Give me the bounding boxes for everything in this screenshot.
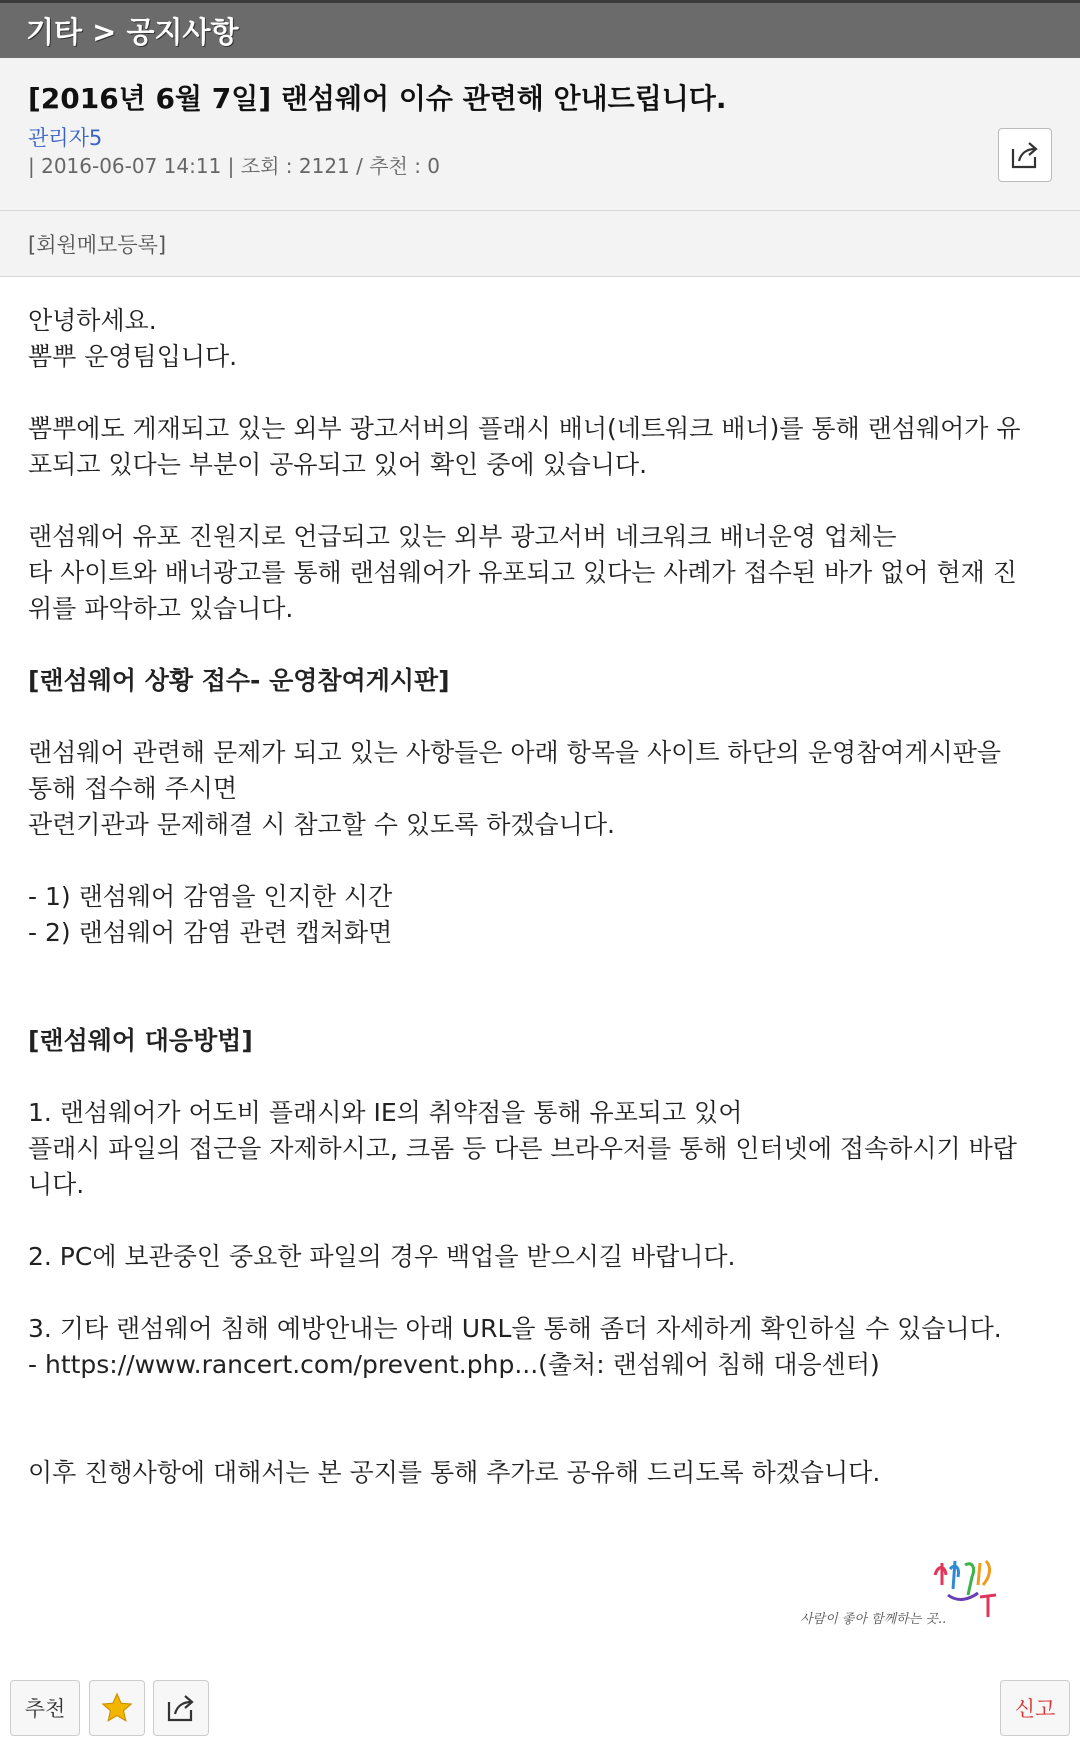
body-line: 2. PC에 보관중인 중요한 파일의 경우 백업을 받으시길 바랍니다.: [28, 1242, 736, 1271]
blank-line: [28, 951, 1052, 987]
body-line: 뽐뿌에도 게재되고 있는 외부 광고서버의 플래시 배너(네트워크 배너)를 통해 랜섬웨어가 유: [28, 414, 1021, 443]
blank-line: [28, 627, 1052, 663]
body-line: 위를 파악하고 있습니다.: [28, 594, 294, 623]
star-icon: [100, 1691, 134, 1725]
body-line: 안녕하세요.: [28, 306, 157, 335]
post-meta: | 2016-06-07 14:11 | 조회 : 2121 / 추천 : 0: [28, 154, 441, 178]
member-memo-link[interactable]: [회원메모등록]: [28, 232, 167, 257]
ppomppu-logo: [800, 1555, 1040, 1635]
blank-line: [28, 699, 1052, 735]
breadcrumb-bar: [0, 0, 1080, 58]
post-body: [0, 277, 1080, 1491]
blank-line: [28, 1059, 1052, 1095]
share-icon: [1009, 139, 1041, 171]
body-line: 포되고 있다는 부분이 공유되고 있어 확인 중에 있습니다.: [28, 450, 648, 479]
blank-line: [28, 843, 1052, 879]
body-line: 통해 접수해 주시면: [28, 774, 238, 803]
blank-line: [28, 1203, 1052, 1239]
body-line: - 2) 랜섬웨어 감염 관련 캡처화면: [28, 918, 393, 947]
post-author[interactable]: 관리자5: [28, 126, 103, 150]
favorite-button[interactable]: [89, 1680, 145, 1736]
share-icon: [165, 1692, 197, 1724]
body-line: - https://www.rancert.com/prevent.php...(출처: 랜섬웨어 침해 대응센터): [28, 1350, 880, 1379]
body-line: 타 사이트와 배너광고를 통해 랜섬웨어가 유포되고 있다는 사례가 접수된 바가 없어 현재 진: [28, 558, 1017, 587]
post-title: [2016년 6월 7일] 랜섬웨어 이슈 관련해 안내드립니다.: [28, 82, 727, 115]
section-heading: [랜섬웨어 상황 접수- 운영참여게시판]: [28, 666, 450, 695]
report-label: 신고: [1014, 1697, 1056, 1721]
body-line: 랜섬웨어 유포 진원지로 언급되고 있는 외부 광고서버 네크워크 배너운영 업체는: [28, 522, 897, 551]
blank-line: [28, 987, 1052, 1023]
body-line: 랜섬웨어 관련해 문제가 되고 있는 사항들은 아래 항목을 사이트 하단의 운영참여게시판을: [28, 738, 1002, 767]
share-button[interactable]: [998, 128, 1052, 182]
logo-tagline: 사람이 좋아 함께하는 곳..: [800, 1612, 947, 1627]
section-heading: [랜섬웨어 대응방법]: [28, 1026, 253, 1055]
blank-line: [28, 1419, 1052, 1455]
recommend-label: 추천: [24, 1697, 66, 1721]
post-action-bar: [0, 1672, 1080, 1746]
body-line: 니다.: [28, 1170, 85, 1199]
body-line: 1. 랜섬웨어가 어도비 플래시와 IE의 취약점을 통해 유포되고 있어: [28, 1098, 743, 1127]
body-line: 관련기관과 문제해결 시 참고할 수 있도록 하겠습니다.: [28, 810, 615, 839]
post-header: [0, 58, 1080, 211]
breadcrumb[interactable]: 기타 > 공지사항: [26, 15, 239, 49]
recommend-button[interactable]: [10, 1680, 80, 1736]
body-line: 플래시 파일의 접근을 자제하시고, 크롬 등 다른 브라우저를 통해 인터넷에 접속하시기 바랍: [28, 1134, 1017, 1163]
body-line: 3. 기타 랜섬웨어 침해 예방안내는 아래 URL을 통해 좀더 자세하게 확인하실 수 있습니다.: [28, 1314, 1002, 1343]
blank-line: [28, 1383, 1052, 1419]
member-memo-bar: [0, 211, 1080, 277]
body-line: - 1) 랜섬웨어 감염을 인지한 시간: [28, 882, 393, 911]
blank-line: [28, 1275, 1052, 1311]
report-button[interactable]: [1000, 1680, 1070, 1736]
blank-line: [28, 375, 1052, 411]
blank-line: [28, 483, 1052, 519]
logo-graphic: [800, 1555, 1040, 1635]
share-bottom-button[interactable]: [153, 1680, 209, 1736]
body-line: 뽐뿌 운영팀입니다.: [28, 342, 238, 371]
body-line: 이후 진행사항에 대해서는 본 공지를 통해 추가로 공유해 드리도록 하겠습니다.: [28, 1458, 881, 1487]
